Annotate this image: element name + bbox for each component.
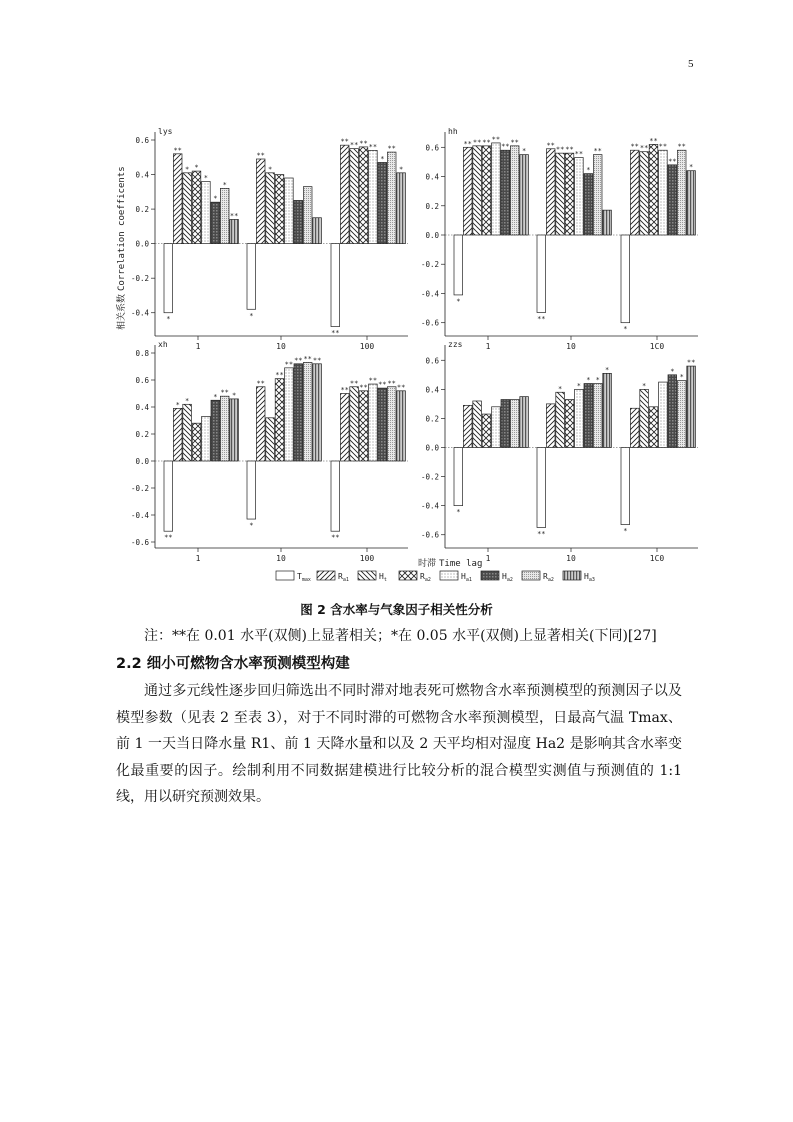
page-number: 5 [688,58,694,70]
significance-mark: ** [303,354,312,363]
legend-label: $H_t$ [379,572,387,583]
y-tick-label: 0.6 [425,143,439,153]
x-tick-label: 1C0 [649,554,665,563]
x-axis-label-cn: 时滞 [418,559,437,569]
y-tick-label: 0.2 [135,430,149,439]
significance-mark: * [576,381,582,390]
significance-mark: ** [349,141,359,150]
bar [202,181,211,243]
bar [473,146,482,235]
significance-mark: ** [686,358,696,367]
legend-label: $H_{a2}$ [502,572,513,583]
body-paragraph: 通过多元线性逐步回归筛选出不同时滞对地表死可燃物含水率预测模型的预测因子以及模型参数（见表 2 至表 3），对于不同时滞的可燃物含水率预测模型，日最高气温 Tmax、前 1 一天当日降水量 R1、前 1 天降水量和以及 2 天平均相对湿度 Ha2 是影响其含水率变化最重要的因子。绘制利用不同数据建模进行比较分析的混合模型实测值与预测值的 1:1 线，用以研究预测效果。 [116,683,682,805]
bar [359,147,368,244]
legend-swatch [522,571,540,580]
y-tick-label: -0.6 [130,538,149,547]
panel-label: xh [158,340,168,349]
chart-panel-hh [421,127,698,351]
y-tick-label: 0.4 [135,170,149,180]
bar [230,219,239,243]
x-tick-label: 10 [566,554,576,563]
significance-mark: ** [164,533,173,542]
bar [192,171,201,244]
bar [668,165,677,235]
bar [220,188,229,243]
significance-mark: ** [574,150,584,159]
y-tick-label: -0.4 [420,501,439,511]
bar [575,158,584,235]
significance-mark: ** [565,145,574,154]
bar [331,461,340,531]
bar [463,405,472,447]
bar [340,394,349,462]
x-tick-label: 100 [359,342,375,351]
bar [369,384,378,461]
x-tick-label: 100 [359,554,375,563]
bar [687,171,696,235]
significance-mark: * [267,165,273,174]
significance-mark: * [166,315,171,324]
bar [584,174,593,235]
significance-mark: * [249,521,254,530]
legend-label: $R_{a1}$ [338,572,349,583]
significance-mark: * [213,392,218,401]
significance-mark: * [521,147,527,156]
significance-mark: ** [331,533,340,542]
bar [593,155,602,235]
y-tick-label: -0.4 [130,308,149,318]
bar [492,143,501,235]
y-tick-label: 0.4 [425,172,439,182]
bar [294,364,303,461]
legend-swatch [276,571,294,580]
bar [630,408,639,447]
significance-mark: * [194,163,199,172]
y-axis-label [115,166,127,330]
significance-mark: ** [387,379,396,388]
y-axis-label-en: Correlation coefficents [117,166,127,291]
x-tick-label: 10 [276,554,286,563]
legend-label: $H_{a1}$ [461,572,472,583]
significance-mark: ** [294,356,303,365]
significance-mark: * [184,165,190,174]
significance-mark: ** [537,529,546,538]
bar [546,149,555,235]
bar [303,187,312,244]
bar [492,407,501,448]
bar [183,173,192,244]
y-axis-label-cn: 相关系数 [117,293,127,330]
y-tick-label: 0.4 [135,403,149,412]
y-tick-label: 0.2 [425,414,439,424]
bar [659,150,668,235]
significance-mark: ** [501,142,510,151]
significance-mark: * [557,384,563,393]
bar [202,416,211,461]
section-heading: 2.2 细小可燃物含水率预测模型构建 [116,656,350,672]
bar [501,400,510,448]
significance-mark: ** [630,142,639,151]
bar [546,404,555,448]
y-tick-label: -0.4 [420,289,439,299]
bar [275,379,284,461]
significance-mark: ** [537,314,546,323]
bar [603,373,612,447]
significance-mark: * [213,194,218,203]
significance-mark: ** [368,142,378,151]
bar [313,218,322,244]
y-tick-label: -0.6 [420,530,439,540]
figure-caption: 图 2 含水率与气象因子相关性分析 [300,602,493,617]
legend-label: $H_{a3}$ [584,572,595,583]
significance-mark: ** [173,146,182,155]
significance-mark: ** [649,136,658,145]
bar [173,154,182,244]
bar [463,147,472,235]
significance-mark: ** [658,142,668,151]
y-tick-label: 0.8 [135,349,149,358]
significance-mark: ** [368,376,378,385]
y-tick-label: -0.4 [130,511,149,520]
significance-note: 注：**在 0.01 水平(双侧)上显著相关；*在 0.05 水平(双侧)上显著相关(下同)[27] [144,628,657,644]
significance-mark: ** [331,329,340,338]
significance-mark: * [641,381,647,390]
y-tick-label: 0.6 [135,376,149,385]
bar [397,391,406,461]
bar [630,150,639,235]
bar [556,392,565,447]
significance-mark: * [175,400,180,409]
bar [565,400,574,448]
significance-mark: ** [359,139,368,148]
y-tick-label: 0.0 [425,443,439,453]
bar [677,150,686,235]
significance-mark: * [595,376,600,385]
bar [247,461,256,519]
y-tick-label: 0.2 [425,201,439,211]
y-tick-label: 0.2 [135,205,149,215]
significance-mark: ** [312,356,322,365]
significance-mark: ** [284,360,294,369]
bar [350,149,359,244]
bar [387,387,396,461]
bar [687,366,696,447]
significance-mark: ** [482,138,491,147]
bar [331,244,340,327]
significance-mark: ** [555,145,565,154]
bar [285,178,294,244]
bar [387,152,396,244]
bar [621,235,630,323]
bar [603,210,612,235]
legend-swatch [399,571,417,580]
bar [482,146,491,235]
significance-mark: ** [593,147,602,156]
significance-mark: ** [378,380,387,389]
significance-mark: ** [275,371,284,380]
bar [313,364,322,461]
legend-label: $T_{max}$ [297,572,311,583]
bar [482,414,491,447]
significance-mark: * [623,527,628,536]
y-tick-label: 0.6 [425,356,439,366]
chart-panel-zzs [421,340,698,563]
legend-swatch [358,571,376,580]
y-tick-label: 0.0 [135,239,149,249]
bar [378,162,387,243]
legend-label: $R_{a2}$ [543,572,554,583]
bar [454,448,463,506]
bar [173,408,182,461]
bar [501,150,510,235]
bar [192,423,201,461]
bar [473,401,482,448]
significance-mark: ** [639,144,649,153]
significance-mark: * [586,166,591,175]
bar [164,244,173,313]
significance-mark: * [456,508,461,517]
bar [649,407,658,448]
bar [247,244,256,310]
bar [454,235,463,295]
bar [256,159,265,244]
bar [164,461,173,531]
legend-swatch [481,571,499,580]
legend-label: $R_{a2}$ [420,572,431,583]
bar [537,235,546,312]
bar [340,145,349,243]
significance-mark: * [184,396,190,405]
bar [520,155,529,235]
bar [211,202,220,243]
x-axis-label [418,557,482,569]
y-tick-label: 0.0 [425,231,439,240]
bar [397,173,406,244]
significance-mark: ** [677,142,686,151]
significance-mark: ** [340,137,349,146]
significance-mark: ** [349,379,359,388]
significance-mark: * [670,367,675,376]
bar [640,389,649,447]
bar [211,400,220,461]
legend-swatch [440,571,458,580]
panel-label: lys [158,127,173,136]
y-tick-label: -0.6 [420,318,439,328]
y-tick-label: 0.4 [425,385,439,395]
significance-mark: ** [387,144,396,153]
significance-mark: ** [546,141,555,150]
y-tick-label: -0.2 [420,472,439,482]
bar [256,387,265,461]
significance-mark: ** [256,151,265,160]
bar [303,362,312,461]
significance-mark: * [623,325,628,334]
significance-mark: ** [396,383,406,392]
bar [649,144,658,235]
bar [668,375,677,448]
bar [584,384,593,448]
bar [520,397,529,448]
significance-mark: ** [340,386,349,394]
y-tick-label: -0.2 [130,274,149,284]
significance-mark: * [398,165,404,174]
x-tick-label: 1 [195,554,201,563]
significance-mark: * [586,376,591,385]
legend-swatch [563,571,581,580]
y-tick-label: 0.6 [135,136,149,145]
panel-label: hh [448,127,458,136]
significance-mark: * [222,180,227,189]
bar [575,389,584,447]
significance-mark: * [231,391,237,400]
bar [359,391,368,461]
bar [230,399,239,461]
significance-mark: ** [668,157,677,166]
significance-mark: * [203,173,209,182]
bar [659,382,668,447]
bar [275,175,284,244]
bar [677,381,686,448]
y-tick-label: -0.2 [130,484,149,493]
significance-mark: ** [256,379,265,388]
significance-mark: * [249,311,254,320]
y-tick-label: -0.2 [420,260,439,270]
bar [378,388,387,461]
x-tick-label: 1C0 [649,342,665,351]
significance-mark: * [679,373,684,382]
bar [593,384,602,448]
panel-label: zzs [448,340,463,349]
bar [369,150,378,243]
x-tick-label: 1 [485,554,491,563]
chart-panel-lys [131,127,408,351]
bar [266,173,275,244]
bar [621,448,630,525]
bar [183,404,192,461]
significance-mark: * [380,154,385,163]
significance-mark: ** [229,211,239,220]
bar [510,146,519,235]
bar [556,153,565,235]
bar [640,152,649,235]
bar [220,396,229,461]
chart-legend [276,571,595,583]
y-tick-label: 0.0 [135,457,149,466]
bar [510,400,519,448]
x-axis-label-en: Time lag [439,559,483,569]
x-tick-label: 1 [485,342,491,351]
significance-mark: ** [463,139,472,148]
bar [350,387,359,461]
significance-mark: * [688,163,694,172]
significance-mark: ** [491,135,501,144]
bar [565,153,574,235]
bar [537,448,546,528]
x-tick-label: 10 [276,342,286,351]
bar [294,200,303,243]
legend-swatch [317,571,335,580]
significance-mark: * [456,297,461,306]
significance-mark: ** [359,383,368,392]
x-tick-label: 1 [195,342,201,351]
chart-panel-xh [131,340,408,563]
significance-mark: * [604,365,610,374]
significance-mark: ** [472,138,482,147]
x-tick-label: 10 [566,342,576,351]
significance-mark: ** [510,138,519,147]
bar [285,368,294,461]
significance-mark: ** [220,388,229,397]
bar [266,418,275,461]
